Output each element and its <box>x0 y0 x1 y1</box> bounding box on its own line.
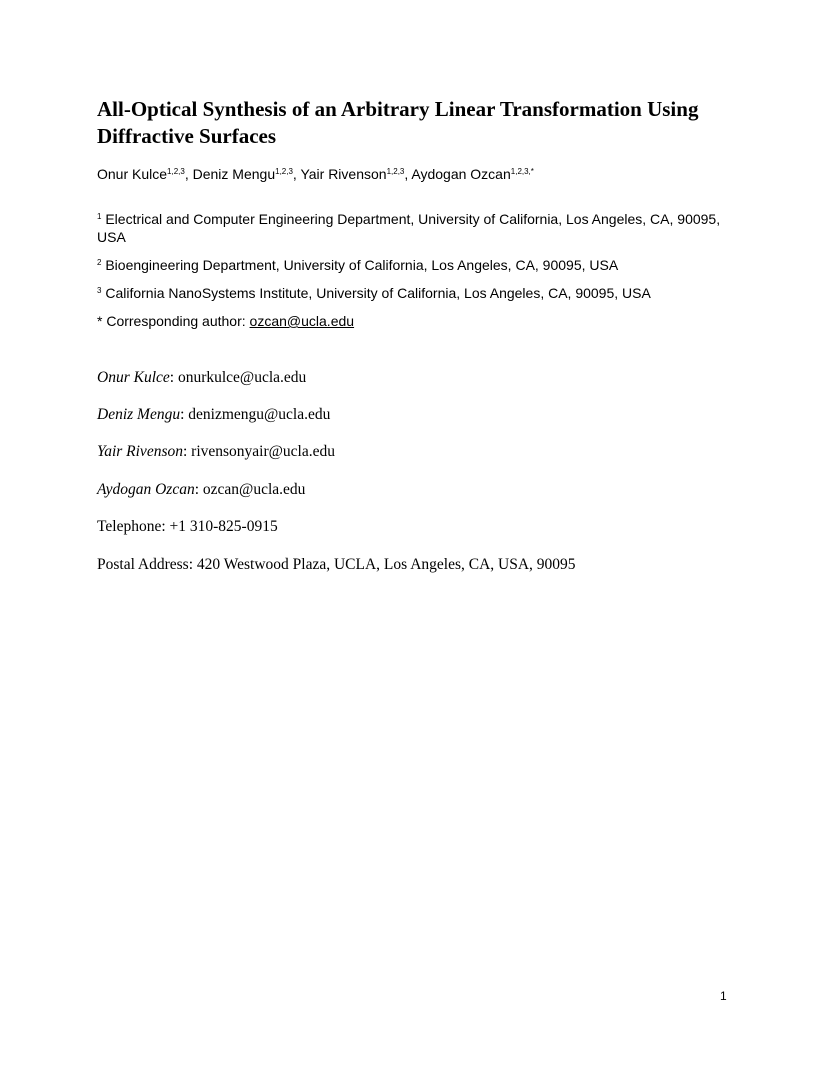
contact-line: Aydogan Ozcan: ozcan@ucla.edu <box>97 481 306 498</box>
affiliation-mark: 1 <box>97 212 102 221</box>
author-name: Aydogan Ozcan <box>411 166 511 182</box>
affiliation-3 <box>97 284 737 302</box>
author-list <box>97 165 534 183</box>
author-separator: , <box>184 166 193 182</box>
corresponding-label: * Corresponding author: <box>97 313 250 329</box>
corresponding-author <box>97 312 737 330</box>
telephone: Telephone: +1 310-825-0915 <box>97 518 278 535</box>
postal-address: Postal Address: 420 Westwood Plaza, UCLA, Los Angeles, CA, USA, 90095 <box>97 556 576 573</box>
contact-name: Yair Rivenson <box>97 443 183 460</box>
affiliation-text: Bioengineering Department, University of California, Los Angeles, CA, 90095, USA <box>105 257 619 273</box>
affiliation-text: California NanoSystems Institute, University of California, Los Angeles, CA, 90095, USA <box>105 285 651 301</box>
affiliation-mark: 2 <box>97 258 102 267</box>
paper-title: All-Optical Synthesis of an Arbitrary Linear Transformation Using Diffractive Surfaces <box>97 97 699 148</box>
affiliation-2 <box>97 256 737 274</box>
contact-email: onurkulce@ucla.edu <box>177 369 307 386</box>
contact-email: ozcan@ucla.edu <box>202 481 306 498</box>
author-name: Deniz Mengu <box>192 166 276 182</box>
corresponding-email-link[interactable]: ozcan@ucla.edu <box>249 313 355 329</box>
contact-line: Deniz Mengu: denizmengu@ucla.edu <box>97 406 331 423</box>
author-name: Yair Rivenson <box>300 166 387 182</box>
author-affiliation-marks: 1,2,3 <box>275 167 293 176</box>
affiliation-1 <box>97 210 737 246</box>
contact-email: rivensonyair@ucla.edu <box>191 443 335 460</box>
affiliation-text: Electrical and Computer Engineering Department, University of California, Los Angeles, CA, 90095, USA <box>97 211 721 245</box>
contact-email: denizmengu@ucla.edu <box>188 406 331 423</box>
contact-line: Onur Kulce: onurkulce@ucla.edu <box>97 369 307 386</box>
author-affiliation-marks: 1,2,3 <box>167 167 185 176</box>
affiliation-mark: 3 <box>97 286 102 295</box>
author-affiliation-marks: 1,2,3,* <box>510 167 534 176</box>
author-name: Onur Kulce <box>97 166 168 182</box>
author-separator: , <box>404 166 412 182</box>
contact-line: Yair Rivenson: rivensonyair@ucla.edu <box>97 443 335 460</box>
contact-name: Deniz Mengu <box>97 406 181 423</box>
page-number: 1 <box>720 989 727 1003</box>
contact-name: Aydogan Ozcan <box>97 481 195 498</box>
author-separator: , <box>292 166 301 182</box>
contact-name: Onur Kulce <box>97 369 170 386</box>
author-affiliation-marks: 1,2,3 <box>386 167 405 176</box>
